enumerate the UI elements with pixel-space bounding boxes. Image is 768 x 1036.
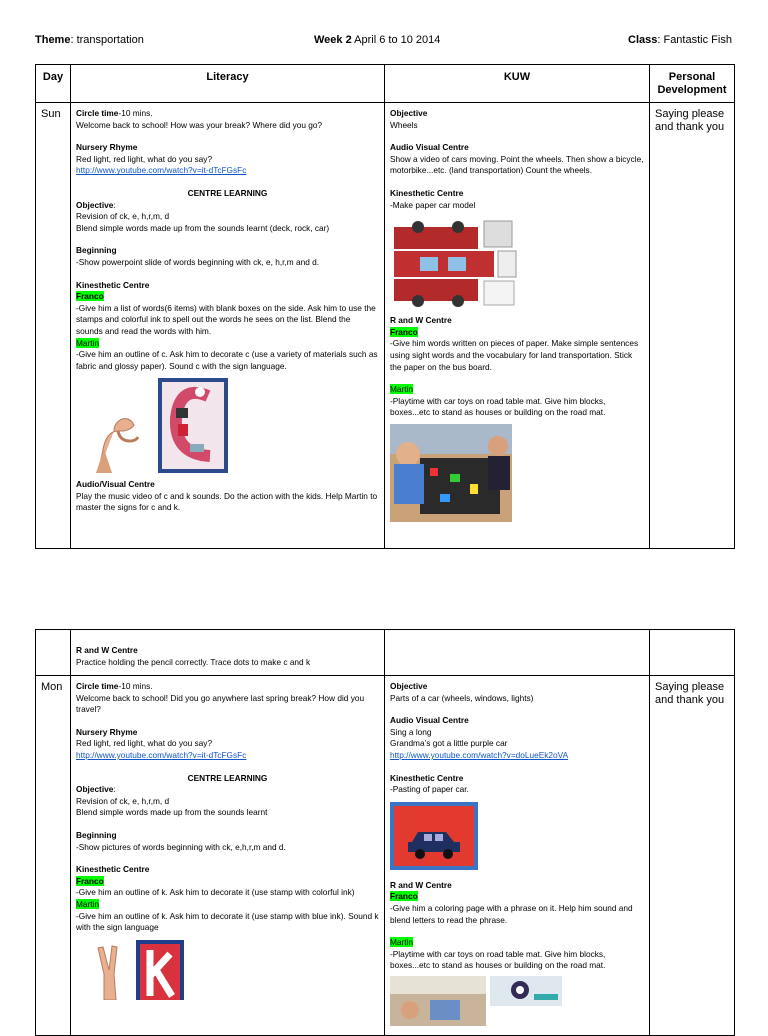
kuw-objective-text: Wheels [390,119,418,130]
week-value: April 6 to 10 2014 [351,34,441,46]
paper-car-paste-image [390,802,478,870]
martin-label: Martin [76,337,100,348]
classroom-play-photo [390,976,486,1026]
col-kuw: KUW [385,65,650,103]
kuw-objective-heading: Objective [390,108,428,118]
theme-label: Theme [35,34,71,46]
kuw-franco-task: -Give him words written on pieces of paper. Make simple sentences using sight words and the vocabulary for land transportation. Stick the paper on the bus board. [390,338,639,372]
mon-centre-learning-heading: CENTRE LEARNING [187,772,268,783]
col-day: Day [36,65,71,103]
lesson-plan-table-2 [35,629,735,1036]
carryover-kuw [385,630,650,676]
sun-row [36,103,735,549]
mon-martin-label: Martin [76,898,100,909]
franco-task: -Give him a list of words(6 items) with blank boxes on the side. Ask him to use the stamps and colorful ink to spell out the words he sees on the list. Blend the sounds and read the words with him. [76,302,376,336]
mon-kuw-av-song: Grandma’s got a little purple car [390,738,508,749]
paper-car-model-image [390,217,520,309]
mon-kuw-martin-task: -Playtime with car toys on road table mat. Give him blocks, boxes...etc to stand as houses or building on the road mat. [390,948,606,971]
mon-welcome-text: Welcome back to school! Did you go anywhere last spring break? How did you travel? [76,692,365,715]
class-value: : Fantastic Fish [657,34,732,46]
mon-kuw-objective-heading: Objective [390,681,428,691]
martin-task: -Give him an outline of c. Ask him to decorate c (use a variety of materials such as fabric and glossy paper). Sound c with the sign language. [76,349,378,371]
theme-value: : transportation [70,34,144,46]
carryover-rw-text: Practice holding the pencil correctly. Trace dots to make c and k [76,656,311,667]
decorated-c-craft-image [158,378,228,473]
carryover-pd [650,630,735,676]
mon-nursery-rhyme-text: Red light, red light, what do you say? [76,738,213,749]
mon-kuw-av-sing: Sing a long [390,726,432,737]
day-sun: Sun [36,103,71,549]
rw-carryover-row [36,630,735,676]
carryover-literacy [71,630,385,676]
circle-time-heading: Circle time [76,108,119,118]
hand-sign-k-image [90,940,130,1000]
mon-franco-label: Franco [76,875,104,886]
mon-literacy-images [90,940,379,1000]
sun-literacy-cell: Circle time-10 mins. Welcome back to school! How was your break? Where did you go? Nursery Rhyme Red light, red light, what do you say? http://www.youtube.com/watch?v=it-dTcFGsFc CENTRE LEARNING Objective: Revision of ck, e, h,r,m, d Blend simple words made up from the sounds learnt (deck, rock, car) Beginning -Show powerpoint slide of words beginning with ck, e, h,r,m and d. Kinesthetic Centre Franco -Give him a list of words(6 items) with blank boxes on the side. Ask him to use the stamps and colorful ink to spell out the words he sees on the list. Blend the sounds and read the words with him. Martin -Give him an outline of c. Ask him to decorate c (use a variety of materials such as fabric and glossy paper). Sound c with the sign language. Audio/Visual Centre Play the music video of c and k sounds. Do the action with the kids. Help Martin to master the signs for c and k. [71,103,385,549]
literacy-images [90,378,379,473]
mon-kuw-av-heading: Audio Visual Centre [390,715,469,726]
mon-beginning-heading: Beginning [76,829,117,840]
mon-circle-time-duration: -10 mins. [118,681,153,691]
mon-kinesthetic-heading: Kinesthetic Centre [76,864,150,875]
week-label: Week 2 [314,34,352,46]
mon-kuw-photos [390,976,644,1026]
mon-kuw-kinesthetic-text: -Pasting of paper car. [390,784,469,795]
mon-martin-task: -Give him an outline of k. Ask him to decorate it (use stamp with blue ink). Sound k with the sign language [76,910,379,933]
kinesthetic-heading: Kinesthetic Centre [76,279,150,290]
mon-kuw-franco-label: Franco [390,891,418,902]
circle-time-duration: -10 mins. [118,108,153,118]
franco-label: Franco [76,291,104,302]
week-line [314,34,440,46]
carryover-rw-heading: R and W Centre [76,645,138,655]
mon-kuw-franco-task: -Give him a coloring page with a phrase on it. Help him sound and blend letters to read the phrase. [390,902,633,925]
mon-circle-time-heading: Circle time [76,681,119,691]
hand-sign-c-image [90,401,152,473]
mon-objective-item-1: Revision of ck, e, h,r,m, d [76,795,170,806]
mon-objective-item-2: Blend simple words made up from the sounds learnt [76,807,268,818]
kuw-franco-label: Franco [390,326,418,337]
audio-visual-heading: Audio/Visual Centre [76,479,155,490]
mon-kuw-song-link[interactable]: http://www.youtube.com/watch?v=doLueEk2oVA [390,749,569,760]
kuw-kinesthetic-text: -Make paper car model [390,199,476,210]
road-mat-photo [490,976,562,1006]
beginning-text: -Show powerpoint slide of words beginning with ck, e, h,r,m and d. [76,256,320,267]
objective-item-1: Revision of ck, e, h,r,m, d [76,211,170,222]
welcome-text: Welcome back to school! How was your break? Where did you go? [76,119,323,130]
mon-literacy-cell: Circle time-10 mins. Welcome back to school! Did you go anywhere last spring break? How did you travel? Nursery Rhyme Red light, red light, what do you say? http://www.youtube.com/watch?v=it-dTcFGsFc CENTRE LEARNING Objective: Revision of ck, e, h,r,m, d Blend simple words made up from the sounds learnt Beginning -Show pictures of words beginning with ck, e,h,r,m and d. Kinesthetic Centre Franco -Give him an outline of k. Ask him to decorate it (use stamp with colorful ink) Martin -Give him an outline of k. Ask him to decorate it (use stamp with blue ink). Sound k with the sign language [71,676,385,1036]
objective-heading: Objective [76,199,114,210]
beginning-heading: Beginning [76,245,117,256]
kuw-kinesthetic-heading: Kinesthetic Centre [390,187,464,198]
mon-kuw-kinesthetic-heading: Kinesthetic Centre [390,772,464,783]
mon-kuw-cell [385,676,650,1036]
mon-row [36,676,735,1036]
mon-franco-task: -Give him an outline of k. Ask him to decorate it (use stamp with colorful ink) [76,887,355,898]
decorated-k-craft-image [136,940,184,1000]
children-playing-car-toys-image [390,424,512,522]
kuw-av-text: Show a video of cars moving. Point the wheels. Then show a bicycle, motorbike...etc. (land transportation) Count the wheels. [390,153,644,176]
header-row [36,65,735,103]
day-mon: Mon [36,676,71,1036]
class-label: Class [628,34,658,46]
mon-rhyme-video-link[interactable]: http://www.youtube.com/watch?v=it-dTcFGsFc [76,749,247,760]
kuw-martin-task: -Playtime with car toys on road table mat. Give him blocks, boxes...etc to stand as houses or building on the road mat. [390,395,606,418]
col-literacy: Literacy [71,65,385,103]
kuw-martin-label: Martin [390,384,414,395]
sun-kuw-cell [385,103,650,549]
objective-item-2: Blend simple words made up from the sounds learnt (deck, rock, car) [76,222,330,233]
mon-kuw-martin-label: Martin [390,937,414,948]
nursery-rhyme-heading: Nursery Rhyme [76,142,138,153]
nursery-rhyme-text: Red light, red light, what do you say? [76,153,213,164]
theme-line [35,34,144,46]
mon-kuw-rw-heading: R and W Centre [390,879,452,890]
kuw-rw-heading: R and W Centre [390,315,452,326]
lesson-plan-table-1 [35,64,735,549]
mon-objective-heading: Objective [76,784,114,795]
sun-personal-development: Saying please and thank you [650,103,735,549]
mon-nursery-rhyme-heading: Nursery Rhyme [76,726,138,737]
mon-personal-development: Saying please and thank you [650,676,735,1036]
rhyme-video-link[interactable]: http://www.youtube.com/watch?v=it-dTcFGsFc [76,165,247,176]
centre-learning-heading: CENTRE LEARNING [187,187,268,198]
audio-visual-text: Play the music video of c and k sounds. Do the action with the kids. Help Martin to master the signs for c and k. [76,490,378,513]
col-personal-development: Personal Development [650,65,735,103]
carryover-day [36,630,71,676]
mon-beginning-text: -Show pictures of words beginning with ck, e,h,r,m and d. [76,841,286,852]
class-line [628,34,732,46]
kuw-av-heading: Audio Visual Centre [390,142,469,153]
mon-kuw-objective-text: Parts of a car (wheels, windows, lights) [390,692,534,703]
